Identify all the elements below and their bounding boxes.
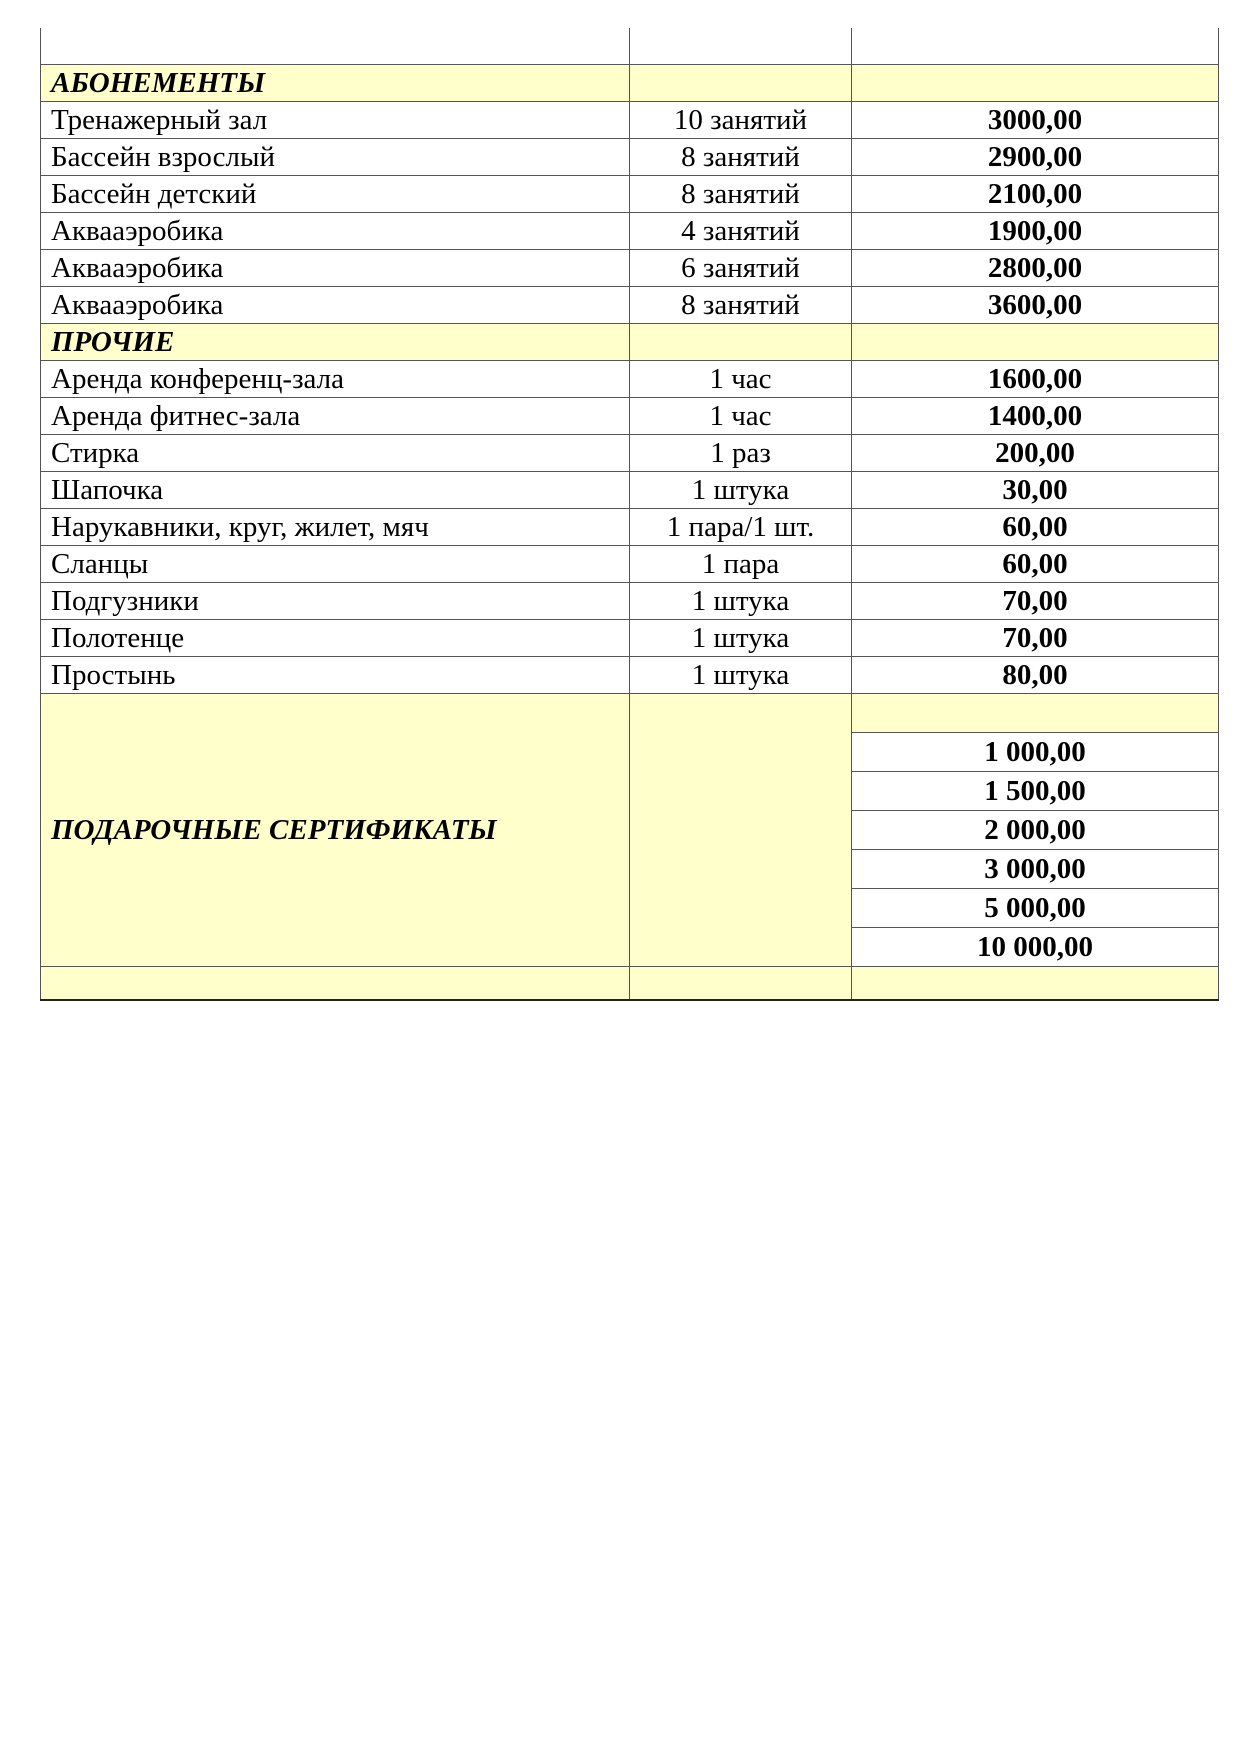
item-price: 2100,00	[852, 176, 1219, 213]
item-name: Аренда конференц-зала	[41, 361, 630, 398]
certificate-value: 2 000,00	[852, 811, 1218, 850]
table-row	[41, 620, 1219, 657]
item-price: 30,00	[852, 472, 1219, 509]
certificates-values-cell	[852, 694, 1219, 967]
certificate-value: 3 000,00	[852, 850, 1218, 889]
item-name: Бассейн взрослый	[41, 139, 630, 176]
item-price: 60,00	[852, 546, 1219, 583]
section-header-subscriptions	[41, 65, 1219, 102]
item-qty: 1 пара	[630, 546, 852, 583]
table-row	[41, 509, 1219, 546]
item-price: 3600,00	[852, 287, 1219, 324]
certificate-value: 1 500,00	[852, 772, 1218, 811]
item-name: Сланцы	[41, 546, 630, 583]
certificates-values	[852, 694, 1218, 966]
table-row	[41, 102, 1219, 139]
item-qty: 8 занятий	[630, 287, 852, 324]
table-row	[41, 657, 1219, 694]
item-price: 60,00	[852, 509, 1219, 546]
section-header-other	[41, 324, 1219, 361]
certificate-value: 10 000,00	[977, 931, 1093, 963]
item-name: Простынь	[41, 657, 630, 694]
item-name: Аренда фитнес-зала	[41, 398, 630, 435]
item-qty: 4 занятий	[630, 213, 852, 250]
item-name: Стирка	[41, 435, 630, 472]
item-price: 200,00	[852, 435, 1219, 472]
item-qty: 6 занятий	[630, 250, 852, 287]
item-name: Аквааэробика	[41, 213, 630, 250]
item-name: Бассейн детский	[41, 176, 630, 213]
table-row	[41, 583, 1219, 620]
section-title: ПРОЧИЕ	[41, 324, 630, 361]
table-row	[41, 361, 1219, 398]
table-row	[41, 176, 1219, 213]
table-row-top-spacer	[41, 28, 1219, 65]
item-qty: 1 раз	[630, 435, 852, 472]
item-price: 1900,00	[852, 213, 1219, 250]
certificates-row	[41, 694, 1219, 967]
table-row	[41, 139, 1219, 176]
item-qty: 1 штука	[630, 583, 852, 620]
item-qty: 1 пара/1 шт.	[630, 509, 852, 546]
item-qty: 8 занятий	[630, 176, 852, 213]
table-row	[41, 435, 1219, 472]
item-price: 70,00	[852, 583, 1219, 620]
item-qty: 1 час	[630, 361, 852, 398]
table-row	[41, 250, 1219, 287]
item-qty: 1 штука	[630, 620, 852, 657]
certificates-title: ПОДАРОЧНЫЕ СЕРТИФИКАТЫ	[41, 694, 630, 967]
item-price: 3000,00	[852, 102, 1219, 139]
item-qty: 1 час	[630, 398, 852, 435]
item-name: Шапочка	[41, 472, 630, 509]
item-name: Полотенце	[41, 620, 630, 657]
item-price: 2800,00	[852, 250, 1219, 287]
item-price: 70,00	[852, 620, 1219, 657]
item-name: Аквааэробика	[41, 250, 630, 287]
item-name: Тренажерный зал	[41, 102, 630, 139]
price-table	[40, 28, 1219, 1001]
item-qty: 8 занятий	[630, 139, 852, 176]
item-qty: 10 занятий	[630, 102, 852, 139]
item-qty: 1 штука	[630, 657, 852, 694]
table-row	[41, 213, 1219, 250]
item-price: 80,00	[852, 657, 1219, 694]
certificate-value: 1 000,00	[852, 733, 1218, 772]
item-price: 1400,00	[852, 398, 1219, 435]
item-qty: 1 штука	[630, 472, 852, 509]
table-row-bottom-spacer	[41, 967, 1219, 1001]
table-row	[41, 287, 1219, 324]
certificate-value: 5 000,00	[852, 889, 1218, 928]
item-price: 1600,00	[852, 361, 1219, 398]
table-row	[41, 472, 1219, 509]
table-row	[41, 546, 1219, 583]
item-name: Нарукавники, круг, жилет, мяч	[41, 509, 630, 546]
table-row	[41, 398, 1219, 435]
item-name: Подгузники	[41, 583, 630, 620]
item-price: 2900,00	[852, 139, 1219, 176]
item-name: Аквааэробика	[41, 287, 630, 324]
section-title: АБОНЕМЕНТЫ	[41, 65, 630, 102]
